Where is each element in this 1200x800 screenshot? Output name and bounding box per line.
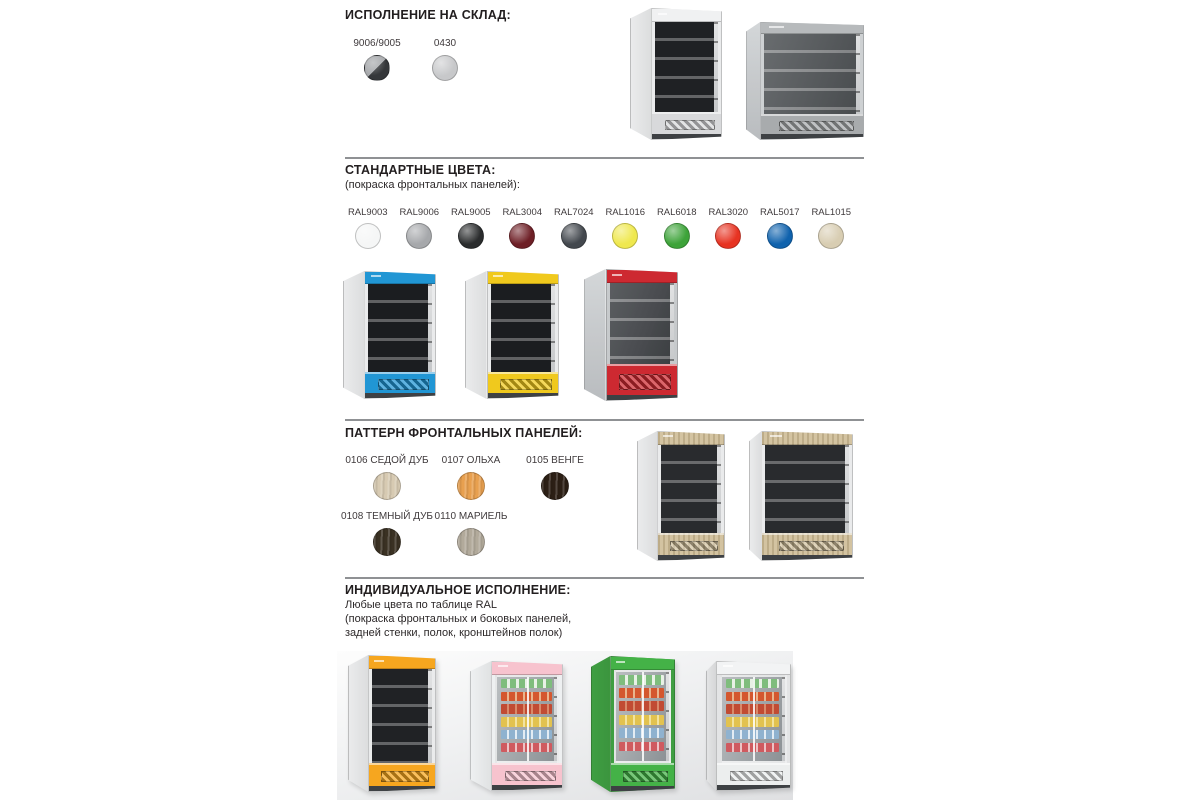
cabinet-kick-panel (488, 372, 558, 393)
vent-grille (670, 541, 718, 552)
cabinet-side-panel (637, 431, 657, 561)
cabinet-shelves (491, 284, 555, 371)
cabinet-orange (348, 655, 436, 792)
cabinet-red (584, 269, 678, 401)
product-row (619, 701, 664, 711)
vent-grille (665, 120, 715, 131)
wood-swatch-label: 0108 ТЕМНЫЙ ДУБ (341, 511, 433, 522)
cabinet-base (717, 785, 790, 790)
cabinet-shelves (368, 284, 432, 371)
cabinet-side-panel (630, 8, 651, 140)
pattern-section-title: ПАТТЕРН ФРОНТАЛЬНЫХ ПАНЕЛЕЙ: (345, 426, 583, 440)
vent-grille (378, 379, 429, 390)
individual-description-line-3: задней стенки, полок, кронштейнов полок) (345, 627, 563, 639)
standard-section-subtitle: (покраска фронтальных панелей): (345, 179, 520, 191)
cabinet-stock-gray (746, 22, 864, 140)
ral-swatch-color (561, 223, 587, 249)
cabinet-front (657, 431, 725, 561)
wood-swatch-label: 0106 СЕДОЙ ДУБ (345, 455, 429, 466)
vent-grille (381, 771, 429, 782)
ral-swatch (342, 207, 394, 249)
wood-swatch-row-2 (341, 511, 513, 556)
wood-swatch-color (373, 528, 401, 556)
wood-swatch-color (457, 528, 485, 556)
cabinet-side-panel (343, 271, 364, 399)
ral-swatch-color (509, 223, 535, 249)
ral-swatch-row (342, 207, 857, 249)
cabinet-base (365, 393, 435, 398)
ral-swatch (703, 207, 755, 249)
product-row (619, 728, 664, 738)
vent-grille (500, 379, 551, 390)
cabinet-kick-panel (492, 763, 562, 785)
product-row (619, 742, 664, 752)
cabinet-kick-panel (717, 763, 790, 785)
wood-swatch (345, 455, 429, 500)
ral-swatch (445, 207, 497, 249)
ral-swatch-color (664, 223, 690, 249)
cabinet-base (658, 555, 724, 560)
cabinet-front (761, 431, 853, 561)
ral-swatch (394, 207, 446, 249)
section-divider (345, 157, 864, 159)
stock-swatch-9006-9005 (349, 38, 405, 81)
ral-swatch-label: RAL3020 (708, 207, 749, 218)
cabinet-kick-panel (652, 112, 721, 134)
product-row (726, 730, 779, 739)
ral-swatch-color (612, 223, 638, 249)
wood-swatch (341, 511, 433, 556)
wood-swatch (513, 455, 597, 500)
wood-swatch-label: 0105 ВЕНГЕ (526, 455, 584, 466)
cabinet-canopy (611, 657, 674, 670)
wood-swatch-color (457, 472, 485, 500)
cabinet-shelves (655, 22, 718, 112)
cabinet-canopy (369, 656, 435, 669)
product-row (726, 692, 779, 701)
cabinet-kick-panel (761, 114, 863, 134)
cabinet-base (369, 786, 435, 791)
product-row (501, 692, 552, 701)
cabinet-front (487, 271, 559, 399)
cabinet-side-panel (591, 656, 610, 792)
individual-description-line-1: Любые цвета по таблице RAL (345, 599, 497, 611)
cabinet-front (364, 271, 436, 399)
cabinet-side-panel (470, 661, 491, 791)
cabinet-side-panel (746, 22, 760, 140)
product-row (501, 730, 552, 739)
cabinet-base (761, 134, 863, 139)
cabinet-wood-1 (637, 431, 725, 561)
product-row (726, 704, 779, 713)
cabinet-green (591, 656, 675, 792)
ral-swatch-color (406, 223, 432, 249)
product-row (726, 679, 779, 688)
stock-section-title: ИСПОЛНЕНИЕ НА СКЛАД: (345, 8, 511, 22)
ral-swatch-label: RAL7024 (553, 207, 594, 218)
cabinet-canopy (607, 270, 677, 283)
cabinet-front (610, 656, 675, 792)
cabinet-front (491, 661, 563, 791)
cabinet-side-panel (465, 271, 487, 399)
ral-swatch (651, 207, 703, 249)
cabinet-base (652, 134, 721, 139)
cabinet-wood-2 (749, 431, 853, 561)
cabinet-kick-panel (658, 533, 724, 555)
cabinet-canopy (488, 272, 558, 284)
cabinet-canopy (365, 272, 435, 284)
cabinet-kick-panel (369, 763, 435, 786)
cabinet-front (760, 22, 864, 140)
ral-swatch-label: RAL6018 (656, 207, 697, 218)
wood-swatch-color (373, 472, 401, 500)
cabinet-shelves (661, 445, 721, 534)
ral-swatch-color (458, 223, 484, 249)
cabinet-glass-doors (495, 675, 559, 764)
individual-section-title: ИНДИВИДУАЛЬНОЕ ИСПОЛНЕНИЕ: (345, 583, 571, 597)
section-divider (345, 577, 864, 579)
stock-swatch-label: 0430 (433, 38, 457, 49)
cabinet-shelves (765, 445, 849, 534)
ral-swatch-label: RAL5017 (759, 207, 800, 218)
cabinet-base (607, 395, 677, 400)
wood-swatch-color (541, 472, 569, 500)
ral-swatch (497, 207, 549, 249)
product-row (501, 679, 552, 688)
ral-swatch-label: RAL9003 (347, 207, 388, 218)
cabinet-base (611, 786, 674, 791)
vent-grille (779, 121, 853, 131)
cabinet-canopy (717, 662, 790, 675)
vent-grille (779, 541, 844, 552)
wood-swatch-row-1 (345, 455, 597, 500)
vent-grille (619, 374, 670, 390)
stock-swatch-color (432, 55, 458, 81)
product-row (501, 743, 552, 752)
ral-swatch-color (715, 223, 741, 249)
product-row (726, 743, 779, 752)
cabinet-shelves (610, 283, 674, 364)
cabinet-white (706, 661, 791, 791)
cabinet-pink (470, 661, 563, 791)
cabinet-base (492, 785, 562, 790)
vent-grille (623, 771, 669, 782)
ral-swatch-label: RAL3004 (502, 207, 543, 218)
cabinet-shelves (764, 34, 860, 114)
wood-swatch (429, 511, 513, 556)
ral-swatch-label: RAL1016 (605, 207, 646, 218)
product-row (726, 717, 779, 726)
cabinet-front (606, 269, 678, 401)
cabinet-canopy (762, 432, 852, 445)
cabinet-base (762, 555, 852, 560)
section-divider (345, 419, 864, 421)
cabinet-blue (343, 271, 436, 399)
cabinet-canopy (652, 9, 721, 22)
cabinet-kick-panel (607, 364, 677, 395)
cabinet-yellow (465, 271, 559, 399)
wood-swatch-label: 0110 МАРИЕЛЬ (434, 511, 508, 522)
ral-swatch-label: RAL9006 (399, 207, 440, 218)
cabinet-kick-panel (365, 372, 435, 393)
ral-swatch-label: RAL1015 (811, 207, 852, 218)
wood-swatch-label: 0107 ОЛЬХА (441, 455, 501, 466)
product-row (619, 715, 664, 725)
stock-swatch-color (364, 55, 390, 81)
cabinet-side-panel (749, 431, 761, 561)
ral-swatch-label: RAL9005 (450, 207, 491, 218)
wood-swatch (429, 455, 513, 500)
standard-section-title: СТАНДАРТНЫЕ ЦВЕТА: (345, 163, 496, 177)
vent-grille (730, 771, 783, 782)
stock-swatch-0430 (420, 38, 470, 81)
ral-swatch (806, 207, 858, 249)
cabinet-side-panel (348, 655, 368, 792)
product-row (619, 675, 664, 685)
product-row (501, 704, 552, 713)
cabinet-front (716, 661, 791, 791)
vent-grille (505, 771, 556, 782)
cabinet-kick-panel (611, 763, 674, 786)
cabinet-side-panel (584, 269, 606, 401)
product-row (619, 688, 664, 698)
cabinet-glass-doors (720, 675, 787, 764)
ral-swatch (600, 207, 652, 249)
cabinet-canopy (761, 23, 863, 34)
cabinet-side-panel (706, 661, 716, 791)
individual-description-line-2: (покраска фронтальных и боковых панелей, (345, 613, 572, 625)
cabinet-front (368, 655, 436, 792)
cabinet-canopy (658, 432, 724, 445)
ral-swatch (754, 207, 806, 249)
ral-swatch (548, 207, 600, 249)
cabinet-canopy (492, 662, 562, 675)
cabinet-base (488, 393, 558, 398)
ral-swatch-color (767, 223, 793, 249)
ral-swatch-color (818, 223, 844, 249)
ral-swatch-color (355, 223, 381, 249)
product-row (501, 717, 552, 726)
cabinet-front (651, 8, 722, 140)
individual-photo-band (337, 651, 793, 800)
cabinet-kick-panel (762, 533, 852, 555)
stock-swatch-label: 9006/9005 (353, 38, 401, 49)
cabinet-shelves (372, 669, 432, 763)
cabinet-glass-doors (614, 670, 671, 763)
cabinet-stock-white (630, 8, 722, 140)
